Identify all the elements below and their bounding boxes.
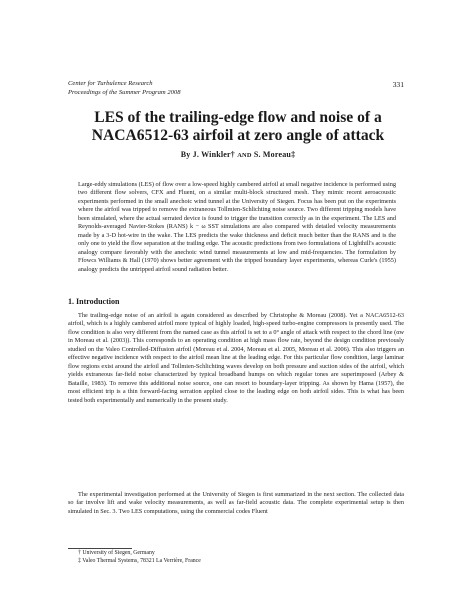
intro-paragraph-1: The trailing-edge noise of an airfoil is again considered as described by Christophe & Moreau (2008). Yet a NACA6512-63 airfoil, which is a highly cambered airfoil more typical of highly loaded, high-speed turbo-engine compressors is presently used. The flow condition is also very different from the named case as this airfoil is set to a 0° angle of attack with respect to the chord line (αw in Moreau et al. (2003)). This corresponds to an operating condition at high mass flow rate, beyond the design condition previously studied on the Valeo Controlled-Diffusion airfoil (Moreau et al. 2004, Moreau et al. 2005, Moreau et al. 2006). This also triggers an effective negative incidence with respect to the airfoil mean line at the leading edge. For this particular flow condition, large laminar flow regions exist around the airfoil and Tollmien-Schlichting waves develop on both pressure and suction sides of the airfoil, which yields extraneous far-field noise characterized by typical broadband humps on which regular tones are superimposed (Arbey & Bataille, 1983). To remove this additional noise source, one can resort to boundary-layer tripping. As shown by Hama (1957), the most efficient trip is a thin forward-facing serration applied close to the leading edge on both airfoil sides. This is what has been tested both experimentally and numerically in the present study. — [68, 312, 404, 404]
footnote-affiliation-2: ‡ Valeo Thermal Systems, 78321 La Verrière, France — [78, 557, 201, 564]
header-institution: Center for Turbulence Research — [68, 80, 153, 87]
page-number: 331 — [392, 80, 404, 89]
running-header — [68, 80, 404, 97]
author-1: J. Winkler† — [192, 150, 236, 159]
author-line — [60, 150, 416, 159]
footnote-affiliation-1: † University of Siegen, Germany — [78, 550, 155, 556]
title-line-2: NACA6512-63 airfoil at zero angle of attack — [91, 127, 385, 144]
paper-title — [60, 109, 416, 145]
author-2: S. Moreau‡ — [253, 150, 296, 159]
header-proceedings: Proceedings of the Summer Program 2008 — [68, 88, 181, 96]
author-prefix: By — [180, 150, 191, 159]
footnote-divider — [68, 548, 132, 549]
section-heading-introduction: 1. Introduction — [68, 297, 120, 306]
intro-paragraph-2: The experimental investigation performed at the University of Siegen is first summarized in the next section. The collected data so far involve lift and wake velocity measurements, as well as far-field acoustic data. The complete experimental setup is then simulated in Sec. 3. Two LES computations, using the commercial codes Fluent — [68, 491, 404, 515]
title-line-1: LES of the trailing-edge flow and noise of a — [94, 109, 382, 126]
author-conjunction: AND — [237, 152, 252, 159]
abstract: Large-eddy simulations (LES) of flow over a low-speed highly cambered airfoil at small negative incidence is performed using two different flow solvers, CFX and Fluent, on a similar multi-block structured mesh. They mimic recent aeroacoustic experiments performed in the small anechoic wind tunnel at the University of Siegen. Focus has been put on the experiments where the airfoil was tripped to remove the extraneous Tollmien-Schlichting noise source. Two different tripping models have been simulated, where the actual serrated device is found to trigger the transition correctly as in the experiment. The LES and Reynolds-averaged Navier-Stokes (RANS) k − ω SST simulations are also compared with detailed velocity measurements made by a 3-D hot-wire in the wake. The LES predicts the wake thickness and deficit much better than the RANS and is the only one to yield the flow separation at the trailing edge. The acoustic predictions from two formulations of Lighthill's acoustic analogy compare favorably with the anechoic wind tunnel measurements at low and mid-frequencies. The formulation by Ffowcs Williams & Hall (1970) shows better agreement with the tripped boundary layer experiments, whereas Curle's (1955) analogy predicts the untripped airfoil sound radiation better. — [78, 181, 397, 273]
footnotes — [78, 550, 404, 565]
